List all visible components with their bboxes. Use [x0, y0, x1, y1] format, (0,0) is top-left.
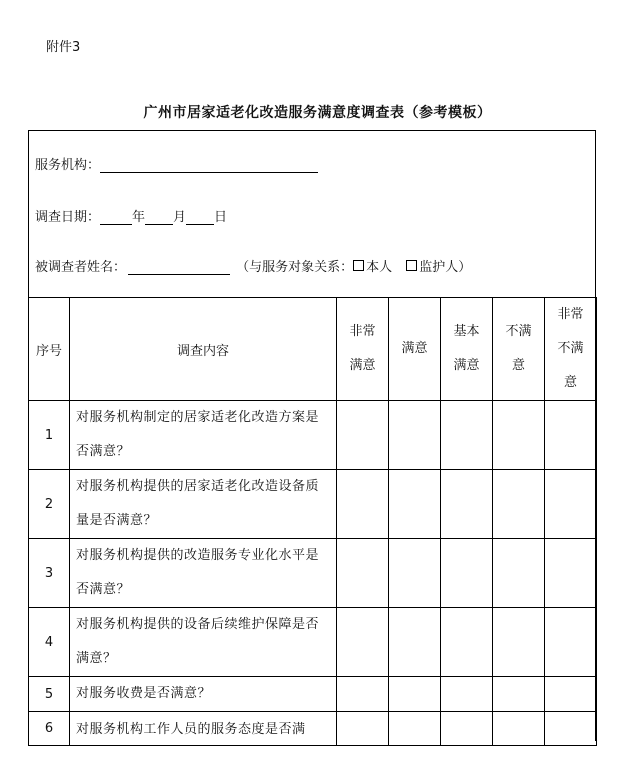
row-number: 1 [29, 401, 70, 470]
rating-cell[interactable] [545, 470, 597, 539]
name-label: 被调查者姓名： [35, 260, 127, 275]
question-text: 对服务机构提供的改造服务专业化水平是 否满意？ [70, 539, 337, 608]
rating-cell[interactable] [493, 608, 545, 677]
rating-cell[interactable] [545, 677, 597, 712]
table-row [29, 470, 597, 539]
question-text: 对服务收费是否满意？ [70, 677, 337, 712]
self-option-label: 本人 [366, 260, 393, 275]
rating-cell[interactable] [493, 401, 545, 470]
table-row [29, 712, 597, 746]
header-satisfied: 满意 [389, 298, 441, 401]
rating-cell[interactable] [389, 677, 441, 712]
respondent-field [35, 256, 471, 275]
relation-prefix: （与服务对象关系： [236, 260, 354, 275]
table-row [29, 539, 597, 608]
rating-cell[interactable] [441, 539, 493, 608]
year-label: 年 [132, 210, 146, 225]
row-number: 6 [29, 712, 70, 746]
guardian-option-label: 监护人 [419, 260, 459, 275]
date-field [35, 206, 227, 225]
rating-cell[interactable] [441, 608, 493, 677]
org-field [35, 154, 318, 173]
rating-cell[interactable] [389, 470, 441, 539]
question-text: 对服务机构提供的居家适老化改造设备质 量是否满意？ [70, 470, 337, 539]
rating-cell[interactable] [389, 608, 441, 677]
guardian-checkbox[interactable] [406, 260, 417, 271]
rating-cell[interactable] [545, 712, 597, 746]
header-very-satisfied: 非常 满意 [337, 298, 389, 401]
rating-cell[interactable] [493, 470, 545, 539]
table-header-row [29, 298, 597, 401]
rating-cell[interactable] [545, 608, 597, 677]
header-no: 序号 [29, 298, 70, 401]
rating-cell[interactable] [493, 712, 545, 746]
table-row [29, 401, 597, 470]
month-label: 月 [173, 210, 187, 225]
question-text: 对服务机构提供的设备后续维护保障是否 满意？ [70, 608, 337, 677]
survey-table [28, 297, 597, 746]
header-content: 调查内容 [70, 298, 337, 401]
question-text: 对服务机构工作人员的服务态度是否满 [70, 712, 337, 746]
row-number: 3 [29, 539, 70, 608]
page-title: 广州市居家适老化改造服务满意度调查表（参考模板） [143, 105, 492, 121]
survey-form [28, 130, 596, 741]
rating-cell[interactable] [441, 470, 493, 539]
rating-cell[interactable] [389, 401, 441, 470]
header-very-dissatisfied: 非常 不满 意 [545, 298, 597, 401]
name-input-line[interactable] [128, 260, 230, 275]
header-dissatisfied: 不满 意 [493, 298, 545, 401]
org-input-line[interactable] [100, 158, 318, 173]
rating-cell[interactable] [389, 539, 441, 608]
day-input-line[interactable] [186, 210, 214, 225]
rating-cell[interactable] [441, 677, 493, 712]
rating-cell[interactable] [337, 470, 389, 539]
rating-cell[interactable] [493, 539, 545, 608]
table-row [29, 608, 597, 677]
self-checkbox[interactable] [353, 260, 364, 271]
rating-cell[interactable] [337, 712, 389, 746]
rating-cell[interactable] [545, 401, 597, 470]
rating-cell[interactable] [545, 539, 597, 608]
org-label: 服务机构： [35, 158, 101, 173]
header-basic-satisfied: 基本 满意 [441, 298, 493, 401]
rating-cell[interactable] [389, 712, 441, 746]
year-input-line[interactable] [100, 210, 132, 225]
rating-cell[interactable] [337, 608, 389, 677]
rating-cell[interactable] [493, 677, 545, 712]
attachment-label: 附件3 [46, 40, 81, 55]
rating-cell[interactable] [337, 539, 389, 608]
question-text: 对服务机构制定的居家适老化改造方案是 否满意？ [70, 401, 337, 470]
table-row [29, 677, 597, 712]
row-number: 5 [29, 677, 70, 712]
row-number: 2 [29, 470, 70, 539]
rating-cell[interactable] [441, 712, 493, 746]
relation-suffix: ） [458, 260, 472, 275]
row-number: 4 [29, 608, 70, 677]
date-label: 调查日期： [35, 210, 101, 225]
rating-cell[interactable] [337, 677, 389, 712]
rating-cell[interactable] [441, 401, 493, 470]
day-label: 日 [214, 210, 228, 225]
month-input-line[interactable] [145, 210, 173, 225]
rating-cell[interactable] [337, 401, 389, 470]
